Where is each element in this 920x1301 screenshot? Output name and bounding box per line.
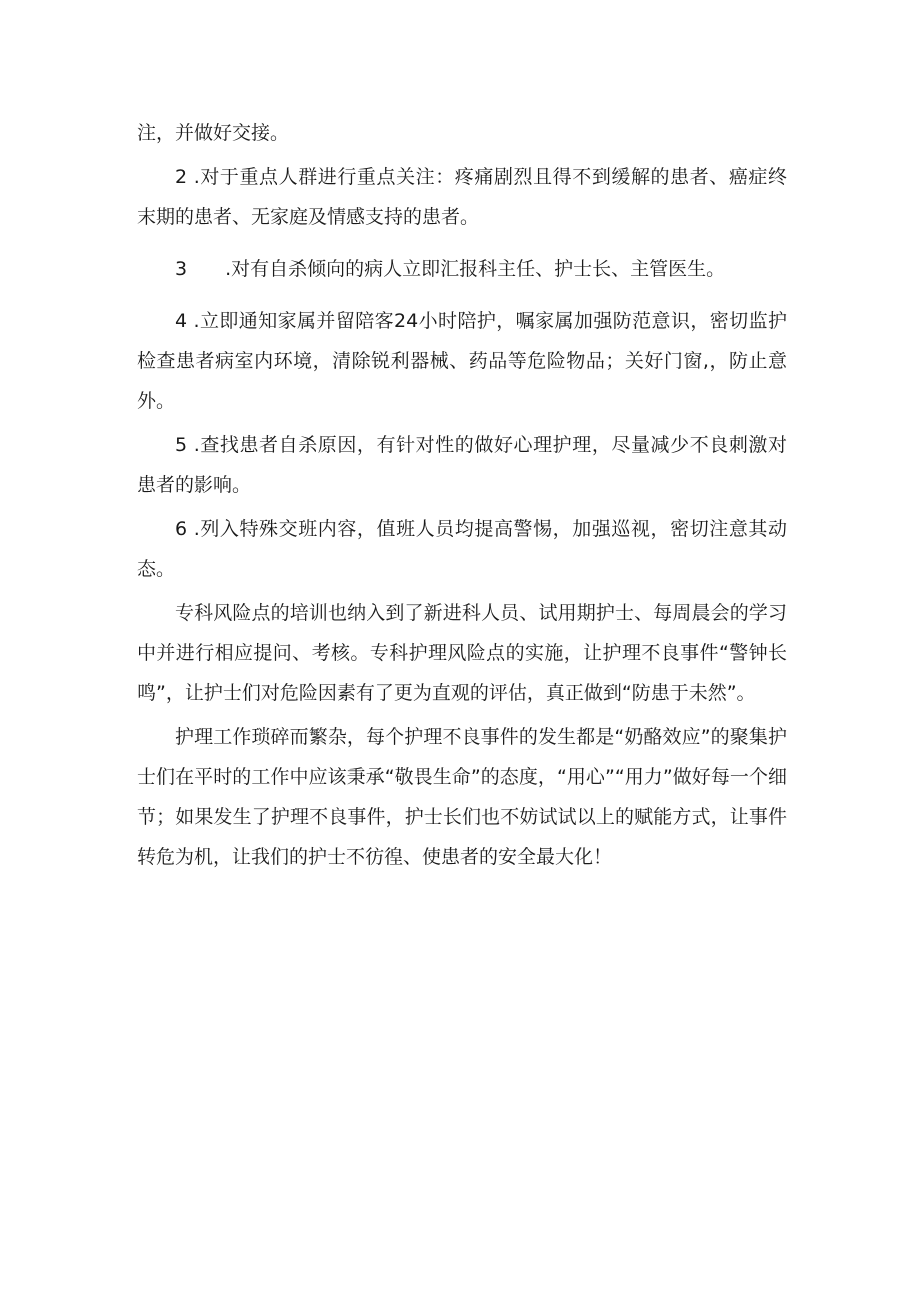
paragraph-item-6: 6 .列入特殊交班内容，值班人员均提高警惕，加强巡视，密切注意其动态。	[137, 518, 787, 580]
paragraph-item-4: 4 .立即通知家属并留陪客24小时陪护，嘱家属加强防范意识，密切监护检查患者病室内环境，清除锐利器械、药品等危险物品；关好门窗,，防止意外。	[137, 310, 787, 412]
document-body	[137, 113, 787, 877]
paragraph-conclusion: 护理工作琐碎而繁杂，每个护理不良事件的发生都是“奶酪效应”的聚集护士们在平时的工作中应该秉承“敬畏生命”的态度，“用心”“用力”做好每一个细节；如果发生了护理不良事件，护士长们也不妨试试以上的赋能方式，让事件转危为机，让我们的护士不彷徨、使患者的安全最大化！	[137, 726, 787, 868]
paragraph-item-2: 2 .对于重点人群进行重点关注：疼痛剧烈且得不到缓解的患者、癌症终末期的患者、无家庭及情感支持的患者。	[137, 166, 787, 228]
paragraph-continuation: 注，并做好交接。	[137, 122, 290, 144]
paragraph-training: 专科风险点的培训也纳入到了新进科人员、试用期护士、每周晨会的学习中并进行相应提问、考核。专科护理风险点的实施，让护理不良事件“警钟长鸣”，让护士们对危险因素有了更为直观的评估，真正做到“防患于未然”。	[137, 602, 787, 704]
paragraph-item-5: 5 .查找患者自杀原因，有针对性的做好心理护理，尽量减少不良刺激对患者的影响。	[137, 434, 787, 496]
paragraph-item-3: 3 .对有自杀倾向的病人立即汇报科主任、护士长、主管医生。	[175, 258, 726, 280]
